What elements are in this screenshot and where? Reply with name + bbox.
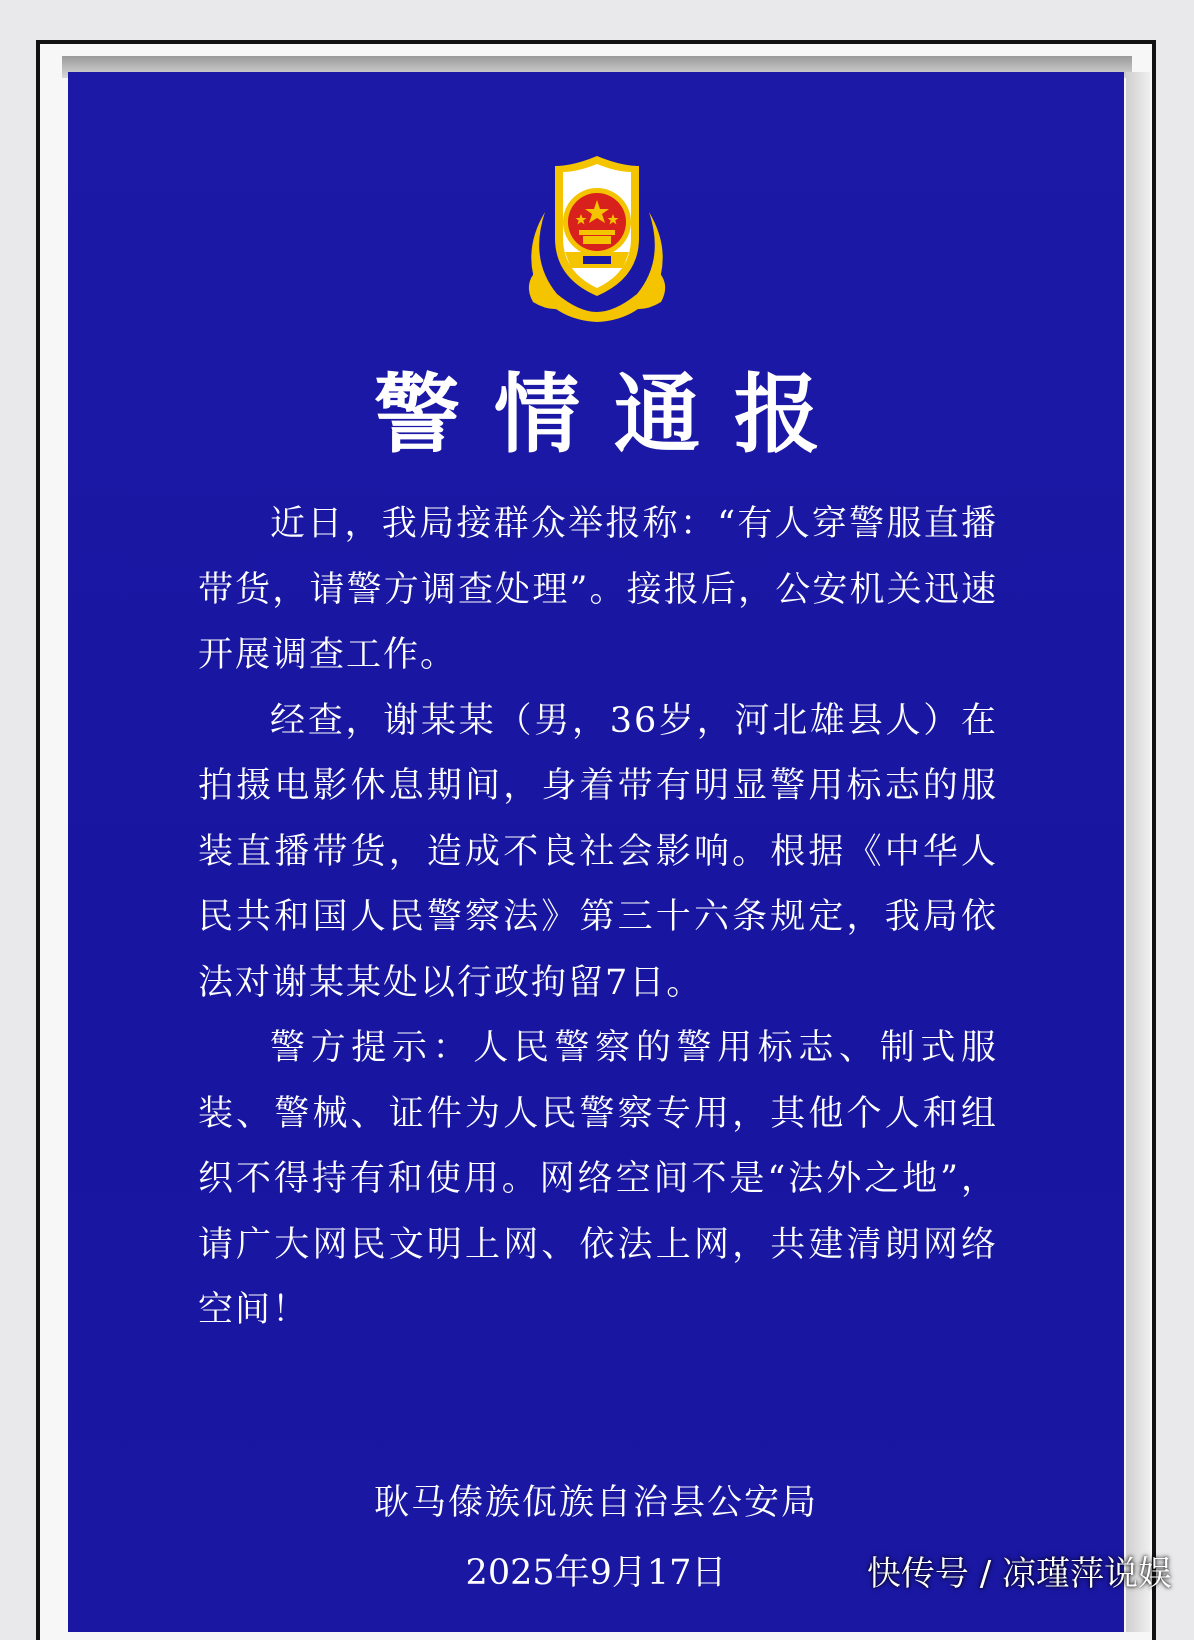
watermark-text: 快传号 / 凉瑾萍说娱 [866, 1554, 1172, 1594]
notice-title: 警情通报 [374, 365, 854, 465]
frame-right-edge [1126, 72, 1150, 1632]
police-emblem-icon [515, 152, 679, 324]
notice-paragraph: 近日，我局接群众举报称：“有人穿警服直播带货，请警方调查处理”。接报后，公安机关迅速开展调查工作。 [198, 504, 998, 675]
notice-paragraph: 警方提示：人民警察的警用标志、制式服装、警械、证件为人民警察专用，其他个人和组织不得持有和使用。网络空间不是“法外之地”，请广大网民文明上网、依法上网，共建清朗网络空间！ [198, 1028, 998, 1330]
issue-date: 2025年9月17日 [465, 1553, 727, 1593]
notice-paragraph: 经查，谢某某（男，36岁，河北雄县人）在拍摄电影休息期间，身着带有明显警用标志的服装直播带货，造成不良社会影响。根据《中华人民共和国人民警察法》第三十六条规定，我局依法对谢某某处以行政拘留7日。 [198, 700, 998, 1003]
notice-body [198, 492, 998, 1344]
issuer-name: 耿马傣族佤族自治县公安局 [373, 1483, 818, 1523]
